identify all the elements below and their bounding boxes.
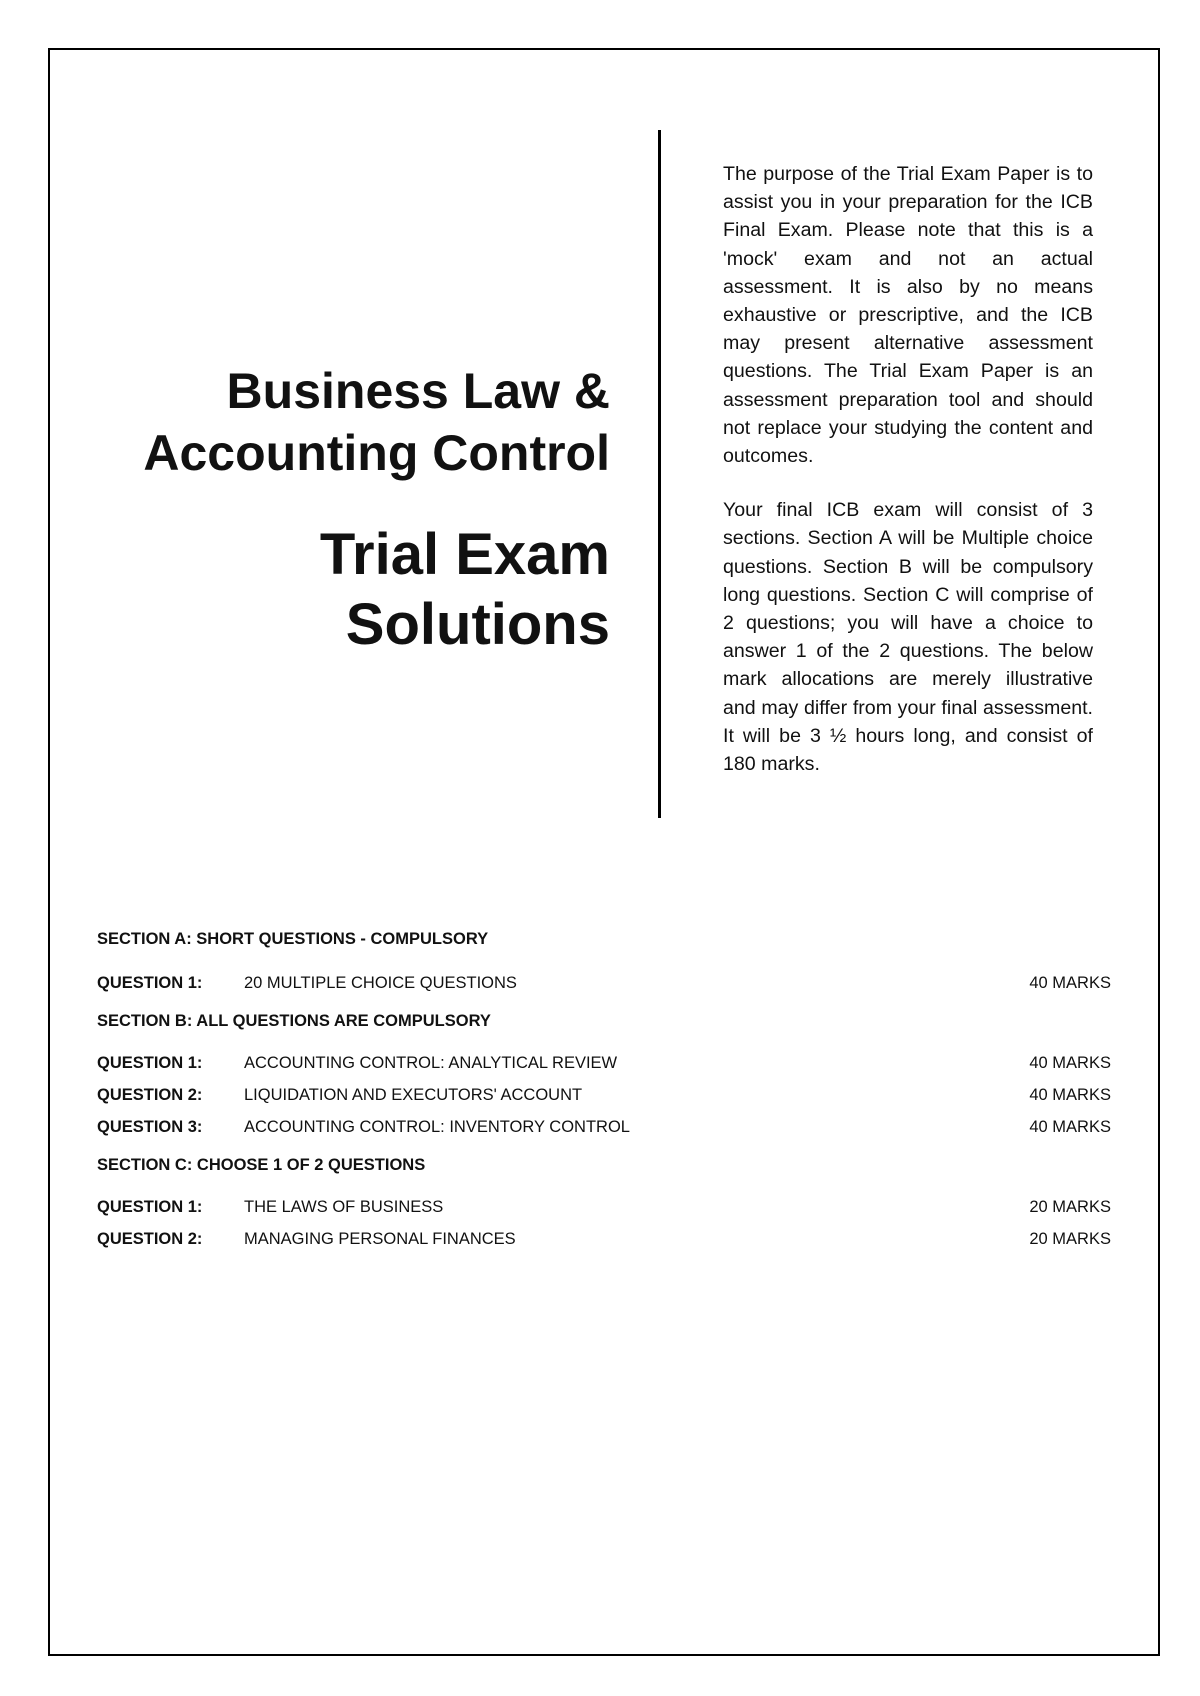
intro-paragraph-1: The purpose of the Trial Exam Paper is to assist you in your preparation for the ICB Final Exam. Please note that this is a 'mock' exam and not an actual assessment. It is also by no means exhaustive or prescriptive, and the ICB may present alternative assessment questions. The Trial Exam Paper is an assessment preparation tool and should not replace your studying the content and outcomes. <box>723 163 1093 468</box>
question-title: THE LAWS OF BUSINESS <box>244 1198 444 1216</box>
intro-text <box>723 160 1093 804</box>
section-list <box>97 929 1111 1249</box>
course-title-line1: Business Law & <box>226 363 610 419</box>
question-row <box>97 1117 1111 1137</box>
question-number: QUESTION 2: <box>97 1086 203 1104</box>
title-block <box>60 360 610 660</box>
vertical-divider <box>658 130 661 818</box>
section-b-heading: SECTION B: ALL QUESTIONS ARE COMPULSORY <box>97 1012 491 1030</box>
question-row <box>97 1229 1111 1249</box>
document-title <box>60 520 610 660</box>
question-row <box>97 973 1111 993</box>
question-marks: 40 MARKS <box>1029 1118 1111 1136</box>
course-title-line2: Accounting Control <box>143 425 610 481</box>
doc-title-line2: Solutions <box>345 592 610 657</box>
question-title: ACCOUNTING CONTROL: ANALYTICAL REVIEW <box>244 1054 618 1072</box>
question-row <box>97 1197 1111 1217</box>
question-title: 20 MULTIPLE CHOICE QUESTIONS <box>244 974 517 992</box>
question-number: QUESTION 1: <box>97 1198 203 1216</box>
question-marks: 40 MARKS <box>1029 1054 1111 1072</box>
doc-title-line1: Trial Exam <box>319 522 610 587</box>
question-marks: 40 MARKS <box>1029 974 1111 992</box>
question-row <box>97 1053 1111 1073</box>
question-title: MANAGING PERSONAL FINANCES <box>244 1230 516 1248</box>
question-number: QUESTION 1: <box>97 974 203 992</box>
section-c-heading: SECTION C: CHOOSE 1 OF 2 QUESTIONS <box>97 1156 426 1174</box>
question-marks: 20 MARKS <box>1029 1230 1111 1248</box>
question-number: QUESTION 3: <box>97 1118 203 1136</box>
question-marks: 20 MARKS <box>1029 1198 1111 1216</box>
question-title: ACCOUNTING CONTROL: INVENTORY CONTROL <box>244 1118 630 1136</box>
question-number: QUESTION 2: <box>97 1230 203 1248</box>
section-a-heading: SECTION A: SHORT QUESTIONS - COMPULSORY <box>97 930 489 948</box>
question-title: LIQUIDATION AND EXECUTORS' ACCOUNT <box>244 1086 583 1104</box>
question-number: QUESTION 1: <box>97 1054 203 1072</box>
question-marks: 40 MARKS <box>1029 1086 1111 1104</box>
intro-paragraph-2: Your final ICB exam will consist of 3 sections. Section A will be Multiple choice questions. Section B will be compulsory long questions. Section C will comprise of 2 questions; you will have a choice to answer 1 of the 2 questions. The below mark allocations are merely illustrative and may differ from your final assessment. It will be 3 ½ hours long, and consist of 180 marks. <box>723 499 1093 776</box>
question-row <box>97 1085 1111 1105</box>
course-title <box>60 360 610 484</box>
